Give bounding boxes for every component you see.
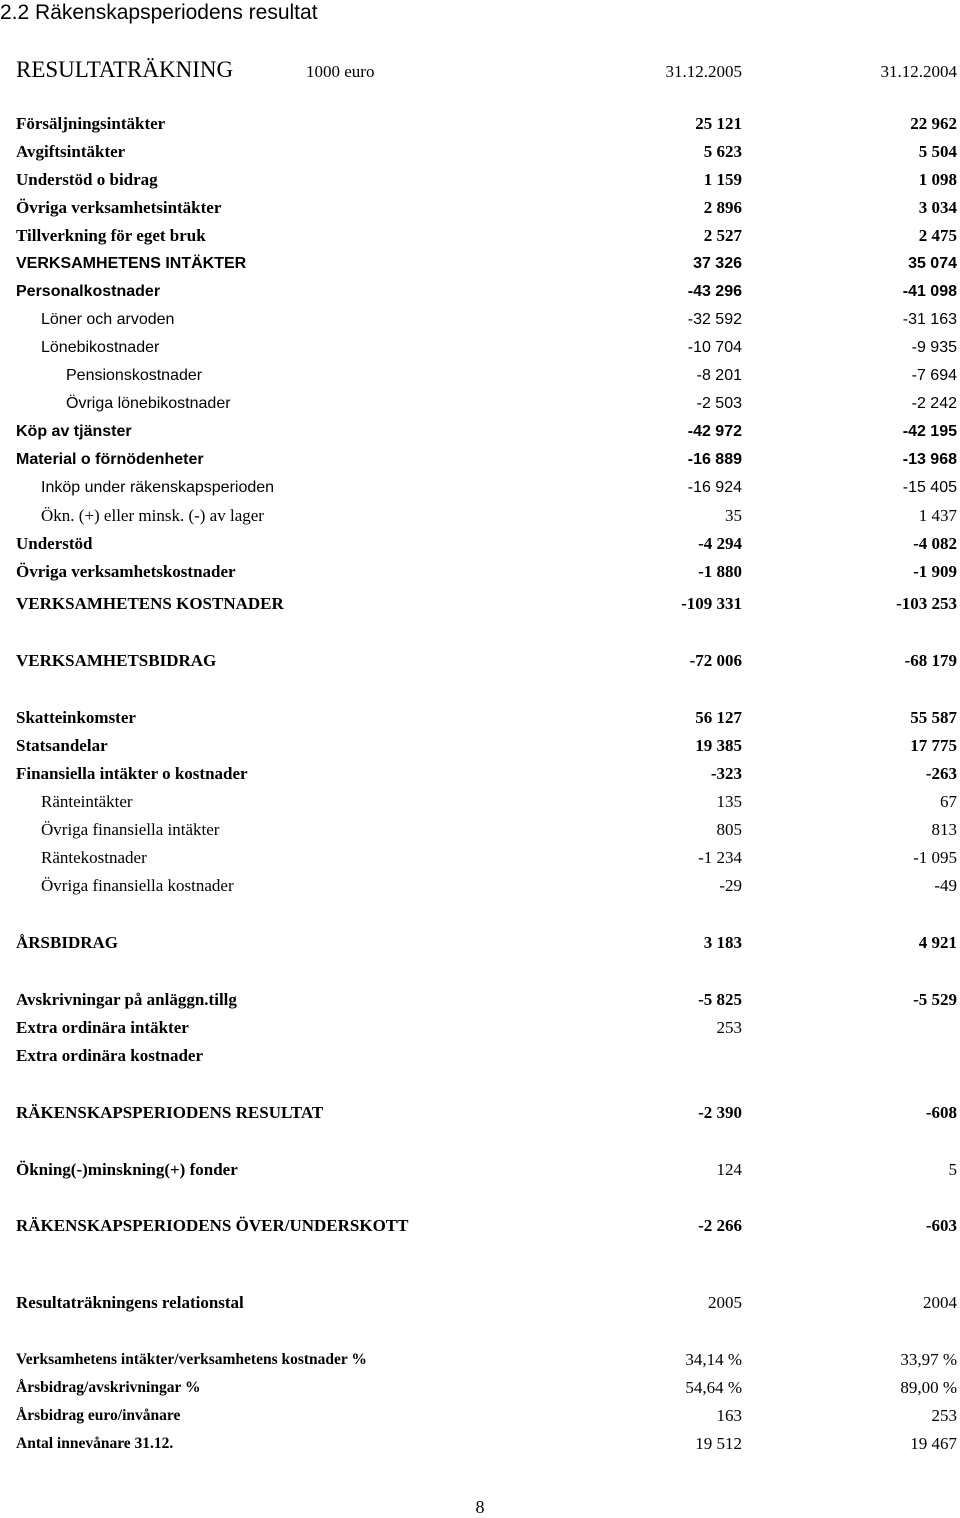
row-label: Understöd o bidrag [16, 170, 158, 189]
table-row [0, 446, 960, 474]
value-2004: 1 437 [918, 506, 957, 525]
row-label: RÄKENSKAPSPERIODENS ÖVER/UNDERSKOTT [16, 1216, 409, 1235]
ratio-row [0, 1430, 960, 1458]
value-2004: 55 587 [910, 708, 957, 727]
value-2005: -1 880 [698, 562, 742, 581]
table-row [0, 760, 960, 788]
table-row [0, 222, 960, 250]
ratio-row [0, 1346, 960, 1374]
value-2005: 135 [716, 792, 742, 811]
value-2005: -32 592 [687, 311, 742, 328]
page-number: 8 [475, 1497, 485, 1517]
value-2004: -4 082 [913, 534, 957, 553]
value-2004: -2 242 [911, 395, 957, 412]
value-2005: 35 [725, 506, 742, 525]
ratios-year-2005: 2005 [708, 1293, 742, 1312]
ratios-header [0, 1289, 960, 1317]
table-row-total [0, 1099, 960, 1127]
row-label: Tillverkning för eget bruk [16, 226, 206, 245]
ratio-value-2004: 33,97 % [900, 1350, 957, 1369]
row-label: Löner och arvoden [41, 311, 175, 328]
column-header-2005: 31.12.2005 [665, 62, 742, 81]
table-row [0, 732, 960, 760]
value-2004: 2 475 [918, 226, 957, 245]
value-2005: 1 159 [703, 170, 742, 189]
table-row [0, 986, 960, 1014]
table-row [0, 1014, 960, 1042]
row-label: Personalkostnader [16, 283, 161, 300]
value-2005: -323 [710, 764, 742, 783]
value-2004: -1 909 [913, 562, 957, 581]
row-label: Övriga verksamhetskostnader [16, 562, 236, 581]
value-2004: -41 098 [902, 283, 957, 300]
value-2005: 124 [716, 1160, 742, 1179]
value-2004: -13 968 [902, 451, 957, 468]
statement-title: RESULTATRÄKNING [16, 57, 234, 82]
row-label: Extra ordinära kostnader [16, 1046, 203, 1065]
table-row [0, 1156, 960, 1184]
row-label: Övriga finansiella kostnader [41, 876, 234, 895]
value-2004: -42 195 [902, 423, 957, 440]
table-row [0, 194, 960, 222]
table-row [0, 390, 960, 418]
ratio-label: Verksamhetens intäkter/verksamhetens kostnader % [16, 1351, 367, 1368]
ratios-title: Resultaträkningens relationstal [16, 1293, 244, 1312]
value-2005: 56 127 [695, 708, 742, 727]
ratio-value-2004: 19 467 [910, 1434, 957, 1453]
value-2004: 35 074 [908, 255, 957, 272]
table-row-total [0, 1212, 960, 1240]
row-label: VERKSAMHETENS KOSTNADER [16, 594, 284, 613]
table-row [0, 306, 960, 334]
table-row [0, 110, 960, 138]
row-label: Understöd [16, 534, 93, 553]
row-label: Avskrivningar på anläggn.tillg [16, 990, 237, 1009]
value-2005: -1 234 [698, 848, 742, 867]
section-heading: 2.2 Räkenskapsperiodens resultat [0, 1, 318, 24]
table-row [0, 502, 960, 530]
value-2005: -29 [719, 876, 742, 895]
table-row [0, 474, 960, 502]
ratio-value-2005: 163 [716, 1406, 742, 1425]
row-label: Avgiftsintäkter [16, 142, 126, 161]
table-row [0, 138, 960, 166]
table-row [0, 362, 960, 390]
row-label: Ökn. (+) eller minsk. (-) av lager [41, 506, 264, 525]
value-2004: -603 [925, 1216, 957, 1235]
ratios-year-2004: 2004 [923, 1293, 957, 1312]
table-row-total [0, 250, 960, 278]
ratio-value-2005: 54,64 % [685, 1378, 742, 1397]
value-2005: 19 385 [695, 736, 742, 755]
table-row [0, 844, 960, 872]
row-label: Övriga verksamhetsintäkter [16, 198, 222, 217]
row-label: Statsandelar [16, 736, 108, 755]
value-2005: -5 825 [698, 990, 742, 1009]
value-2004: 3 034 [918, 198, 957, 217]
value-2004: -263 [925, 764, 957, 783]
table-row [0, 704, 960, 732]
value-2005: -2 390 [698, 1103, 742, 1122]
value-2005: -16 924 [687, 479, 742, 496]
value-2004: -103 253 [896, 594, 957, 613]
ratio-row [0, 1402, 960, 1430]
table-row [0, 418, 960, 446]
ratio-label: Årsbidrag euro/invånare [16, 1407, 181, 1424]
value-2004: 813 [931, 820, 957, 839]
row-label: Ränteintäkter [41, 792, 133, 811]
value-2005: 253 [716, 1018, 742, 1037]
value-2005: -4 294 [698, 534, 742, 553]
row-label: Skatteinkomster [16, 708, 136, 727]
table-row-total [0, 590, 960, 618]
value-2004: -31 163 [902, 311, 957, 328]
value-2005: -8 201 [696, 367, 742, 384]
row-label: VERKSAMHETSBIDRAG [16, 651, 217, 670]
value-2004: 17 775 [910, 736, 957, 755]
value-2004: 22 962 [910, 114, 957, 133]
row-label: Extra ordinära intäkter [16, 1018, 189, 1037]
value-2004: -68 179 [904, 651, 957, 670]
value-2004: 67 [940, 792, 957, 811]
table-row [0, 166, 960, 194]
row-label: Köp av tjänster [16, 423, 132, 440]
value-2005: -72 006 [689, 651, 742, 670]
row-label: RÄKENSKAPSPERIODENS RESULTAT [16, 1103, 324, 1122]
table-row [0, 278, 960, 306]
value-2005: -42 972 [687, 423, 742, 440]
ratio-value-2005: 34,14 % [685, 1350, 742, 1369]
value-2004: 4 921 [918, 933, 957, 952]
value-2005: 3 183 [703, 933, 742, 952]
value-2004: 5 [948, 1160, 957, 1179]
value-2004: -49 [934, 876, 957, 895]
ratio-label: Årsbidrag/avskrivningar % [16, 1379, 201, 1396]
row-label: Material o förnödenheter [16, 451, 204, 468]
row-label: ÅRSBIDRAG [16, 933, 119, 952]
value-2005: -43 296 [687, 283, 742, 300]
ratio-value-2004: 253 [931, 1406, 957, 1425]
value-2005: 805 [716, 820, 742, 839]
table-row [0, 530, 960, 558]
value-2005: -2 503 [696, 395, 742, 412]
value-2005: 37 326 [693, 255, 742, 272]
value-2005: -109 331 [681, 594, 742, 613]
row-label: Övriga finansiella intäkter [41, 820, 220, 839]
value-2005: 2 527 [703, 226, 742, 245]
value-2004: 1 098 [918, 170, 957, 189]
table-row [0, 816, 960, 844]
value-2005: 5 623 [703, 142, 742, 161]
value-2005: -10 704 [687, 339, 742, 356]
table-row-total [0, 647, 960, 675]
statement-unit: 1000 euro [306, 62, 375, 81]
statement-header [0, 56, 960, 86]
table-row-total [0, 929, 960, 957]
table-row [0, 558, 960, 586]
ratio-value-2004: 89,00 % [900, 1378, 957, 1397]
row-label: Finansiella intäkter o kostnader [16, 764, 248, 783]
row-label: Inköp under räkenskapsperioden [41, 479, 275, 496]
row-label: Pensionskostnader [66, 367, 203, 384]
value-2004: -7 694 [911, 367, 957, 384]
value-2005: -2 266 [698, 1216, 742, 1235]
ratio-label: Antal innevånare 31.12. [16, 1435, 174, 1452]
table-row [0, 334, 960, 362]
value-2005: 25 121 [695, 114, 742, 133]
value-2005: 2 896 [703, 198, 742, 217]
value-2004: -5 529 [913, 990, 957, 1009]
value-2004: -15 405 [902, 479, 957, 496]
value-2005: -16 889 [687, 451, 742, 468]
ratio-value-2005: 19 512 [695, 1434, 742, 1453]
row-label: Försäljningsintäkter [16, 114, 166, 133]
row-label: Räntekostnader [41, 848, 147, 867]
ratio-row [0, 1374, 960, 1402]
column-header-2004: 31.12.2004 [880, 62, 957, 81]
table-row [0, 1042, 960, 1070]
row-label: Lönebikostnader [41, 339, 160, 356]
table-row [0, 788, 960, 816]
value-2004: -608 [925, 1103, 957, 1122]
table-row [0, 872, 960, 900]
value-2004: -1 095 [913, 848, 957, 867]
row-label: Övriga lönebikostnader [66, 395, 231, 412]
value-2004: 5 504 [918, 142, 957, 161]
row-label: Ökning(-)minskning(+) fonder [16, 1160, 238, 1179]
row-label: VERKSAMHETENS INTÄKTER [16, 255, 247, 272]
value-2004: -9 935 [911, 339, 957, 356]
